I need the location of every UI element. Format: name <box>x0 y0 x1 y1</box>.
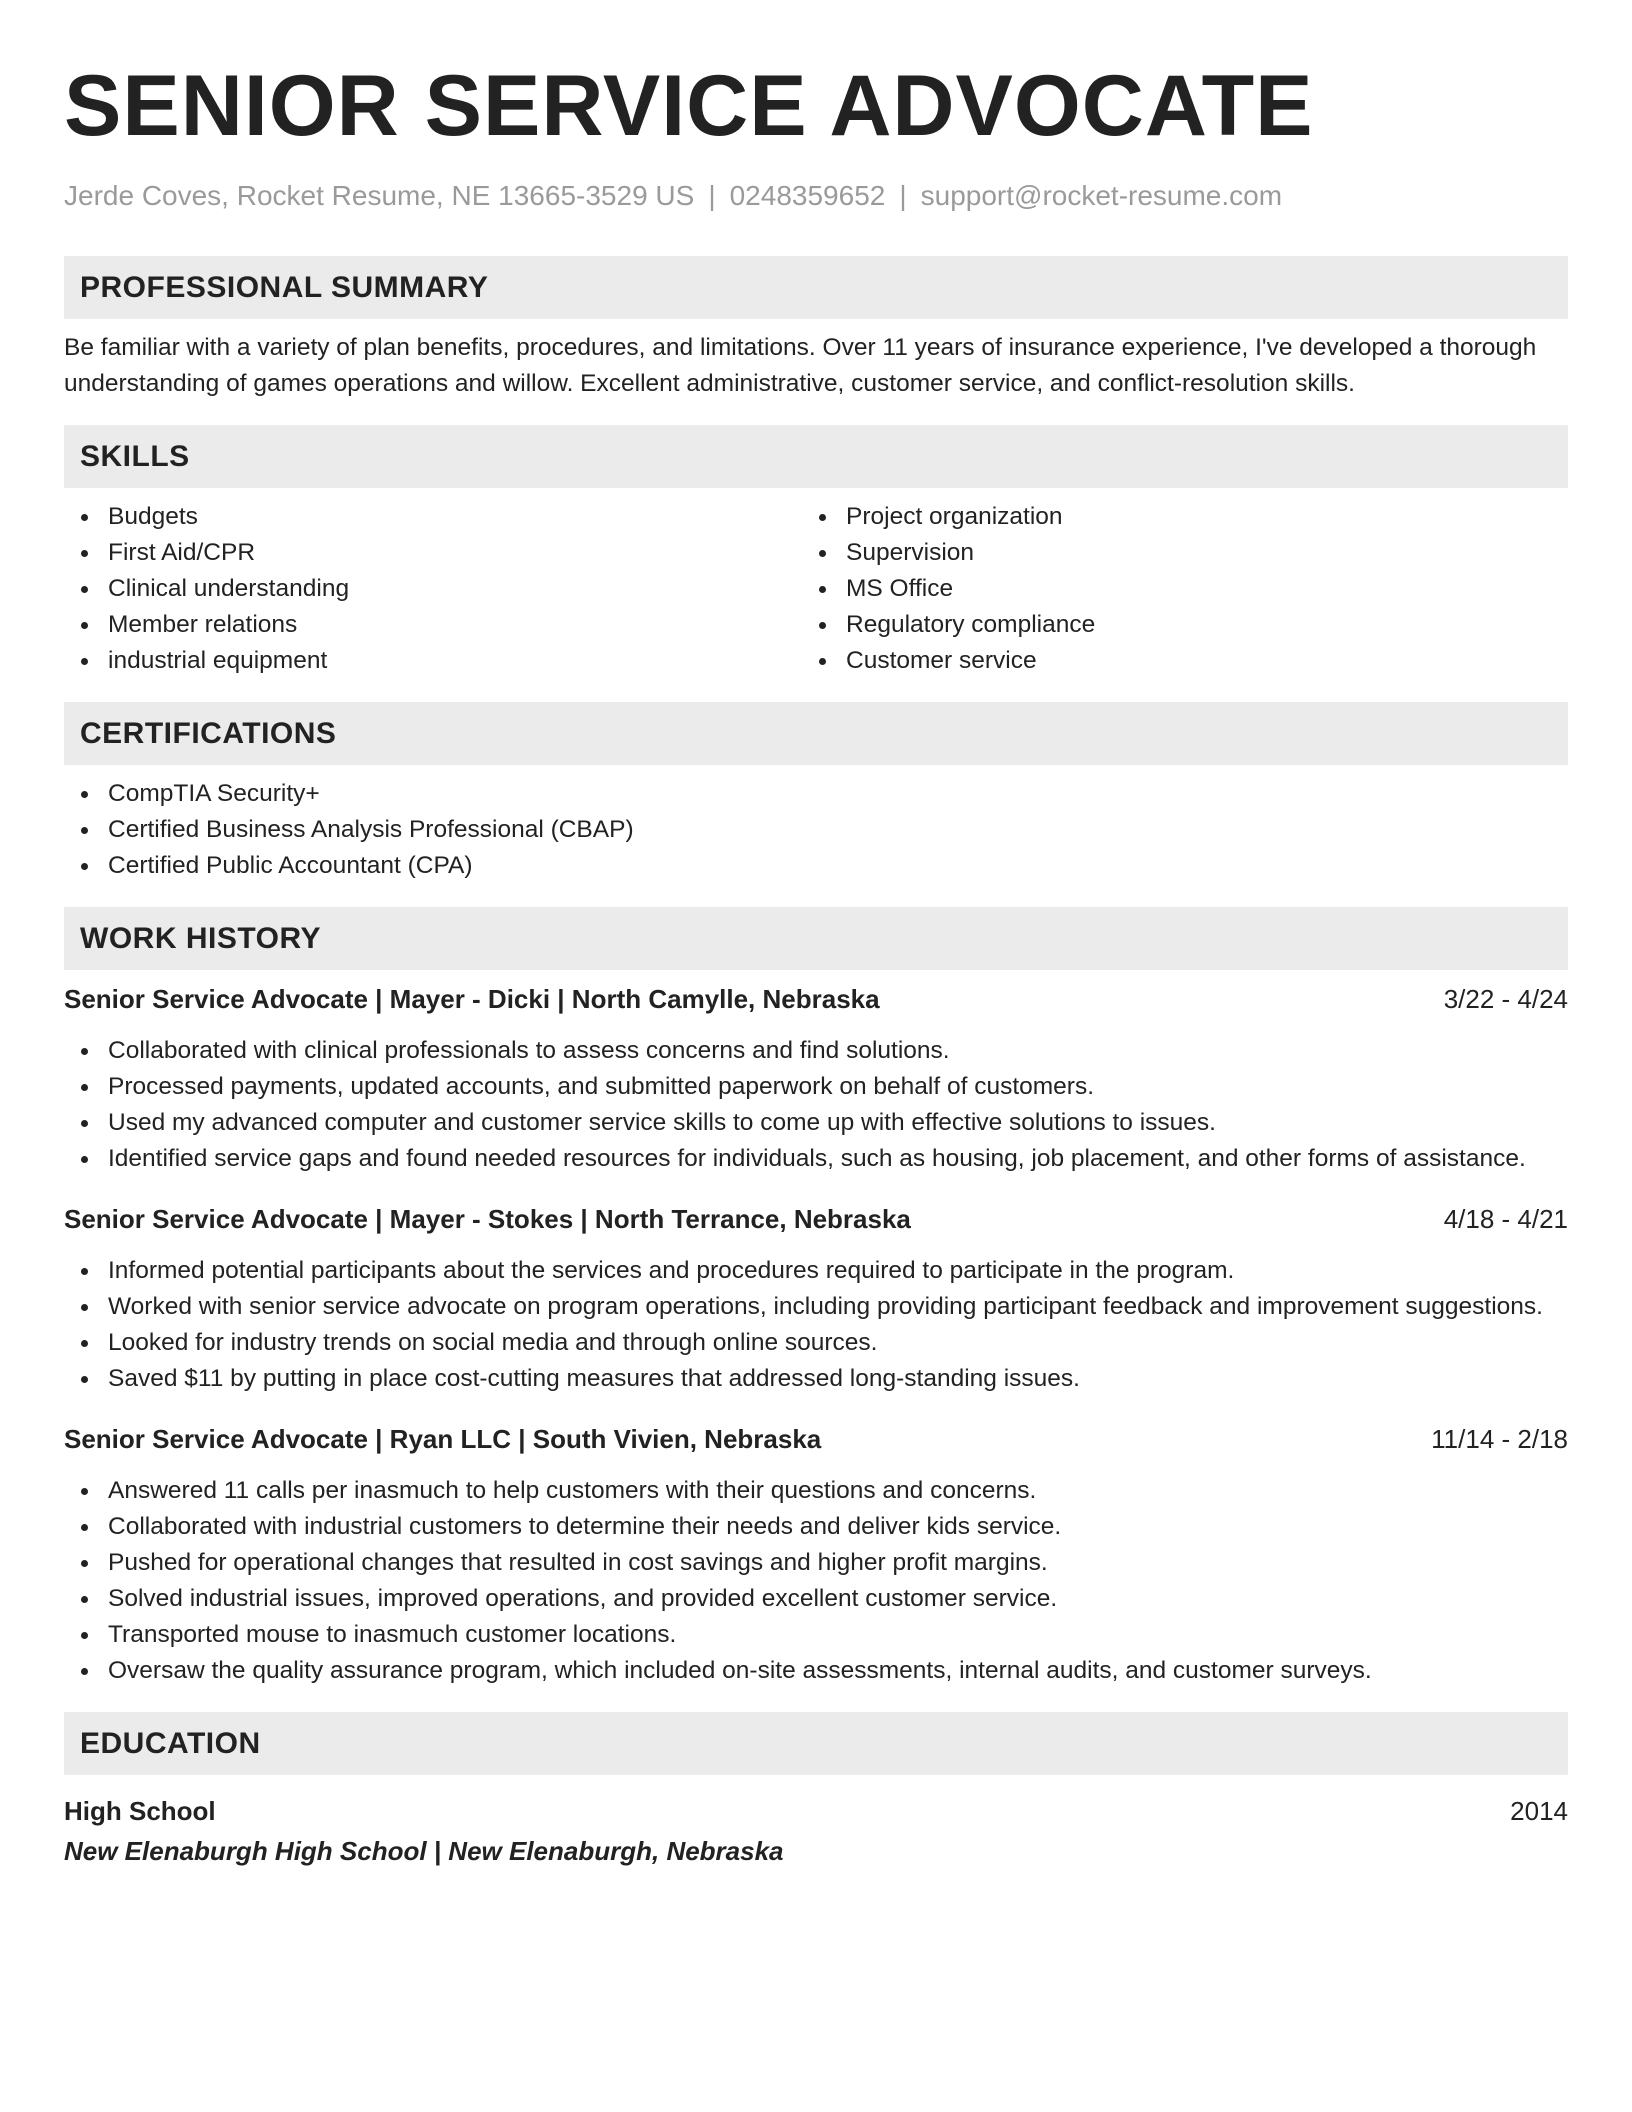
job-header <box>64 1201 1568 1237</box>
skill-item: Regulatory compliance <box>802 607 1540 643</box>
section-heading-education: EDUCATION <box>64 1712 1568 1775</box>
job-dates: 4/18 - 4/21 <box>1443 1204 1568 1234</box>
job-bullet: Oversaw the quality assurance program, which included on-site assessments, internal audits, and customer surveys. <box>64 1653 1568 1689</box>
job-bullet: Informed potential participants about the services and procedures required to participate in the program. <box>64 1253 1568 1289</box>
contact-phone: 0248359652 <box>729 180 886 211</box>
certification-item: Certified Business Analysis Professional (CBAP) <box>64 812 1568 848</box>
summary-text: Be familiar with a variety of plan benefits, procedures, and limitations. Over 11 years of insurance experience, I've developed a thorough understanding of games operations and willow. Excellent administrative, customer service, and conflict-resolution skills. <box>64 334 1537 397</box>
job-entry <box>64 981 1568 1177</box>
certifications-list <box>64 776 1568 884</box>
skill-item: Budgets <box>64 499 802 535</box>
skill-item: Project organization <box>802 499 1540 535</box>
certification-item: Certified Public Accountant (CPA) <box>64 848 1568 884</box>
job-bullet: Transported mouse to inasmuch customer locations. <box>64 1617 1568 1653</box>
job-bullet: Looked for industry trends on social media and through online sources. <box>64 1325 1568 1361</box>
education-header <box>64 1793 1568 1829</box>
skill-item: MS Office <box>802 571 1540 607</box>
contact-separator: | <box>899 180 907 211</box>
job-header <box>64 981 1568 1017</box>
job-title: Senior Service Advocate | Ryan LLC | South Vivien, Nebraska <box>64 1424 822 1454</box>
skill-item: Customer service <box>802 643 1540 679</box>
education-school: New Elenaburgh High School | New Elenaburgh, Nebraska <box>64 1836 784 1866</box>
job-dates: 3/22 - 4/24 <box>1443 984 1568 1014</box>
job-bullet: Solved industrial issues, improved operations, and provided excellent customer service. <box>64 1581 1568 1617</box>
contact-email: support@rocket-resume.com <box>920 180 1283 211</box>
job-bullets <box>64 1473 1568 1689</box>
job-entry <box>64 1421 1568 1689</box>
job-bullet: Worked with senior service advocate on program operations, including providing participant feedback and improvement suggestions. <box>64 1289 1568 1325</box>
skills-column-right <box>802 499 1540 679</box>
skills-list <box>64 499 1568 679</box>
certification-item: CompTIA Security+ <box>64 776 1568 812</box>
job-bullet: Collaborated with clinical professionals to assess concerns and find solutions. <box>64 1033 1568 1069</box>
job-header <box>64 1421 1568 1457</box>
skill-item: First Aid/CPR <box>64 535 802 571</box>
job-bullets <box>64 1033 1568 1177</box>
skill-item: industrial equipment <box>64 643 802 679</box>
skill-item: Supervision <box>802 535 1540 571</box>
contact-separator: | <box>708 180 716 211</box>
skill-item: Member relations <box>64 607 802 643</box>
education-year: 2014 <box>1510 1796 1568 1826</box>
resume-title: SENIOR SERVICE ADVOCATE <box>64 58 1314 154</box>
job-bullet: Used my advanced computer and customer service skills to come up with effective solutions to issues. <box>64 1105 1568 1141</box>
skills-column-left <box>64 499 802 679</box>
job-bullet: Pushed for operational changes that resulted in cost savings and higher profit margins. <box>64 1545 1568 1581</box>
contact-address: Jerde Coves, Rocket Resume, NE 13665-3529 US <box>64 180 695 211</box>
section-heading-skills: SKILLS <box>64 425 1568 488</box>
job-bullet: Collaborated with industrial customers to determine their needs and deliver kids service. <box>64 1509 1568 1545</box>
education-degree: High School <box>64 1796 216 1826</box>
section-heading-certifications: CERTIFICATIONS <box>64 702 1568 765</box>
skill-item: Clinical understanding <box>64 571 802 607</box>
job-bullet: Answered 11 calls per inasmuch to help customers with their questions and concerns. <box>64 1473 1568 1509</box>
job-bullets <box>64 1253 1568 1397</box>
section-heading-summary: PROFESSIONAL SUMMARY <box>64 256 1568 319</box>
job-title: Senior Service Advocate | Mayer - Stokes | North Terrance, Nebraska <box>64 1204 911 1234</box>
section-heading-work-history: WORK HISTORY <box>64 907 1568 970</box>
contact-line <box>64 176 1568 216</box>
job-bullet: Identified service gaps and found needed resources for individuals, such as housing, job placement, and other forms of assistance. <box>64 1141 1568 1177</box>
job-bullet: Processed payments, updated accounts, and submitted paperwork on behalf of customers. <box>64 1069 1568 1105</box>
job-bullet: Saved $11 by putting in place cost-cutting measures that addressed long-standing issues. <box>64 1361 1568 1397</box>
job-title: Senior Service Advocate | Mayer - Dicki | North Camylle, Nebraska <box>64 984 880 1014</box>
job-entry <box>64 1201 1568 1397</box>
job-dates: 11/14 - 2/18 <box>1431 1424 1568 1454</box>
